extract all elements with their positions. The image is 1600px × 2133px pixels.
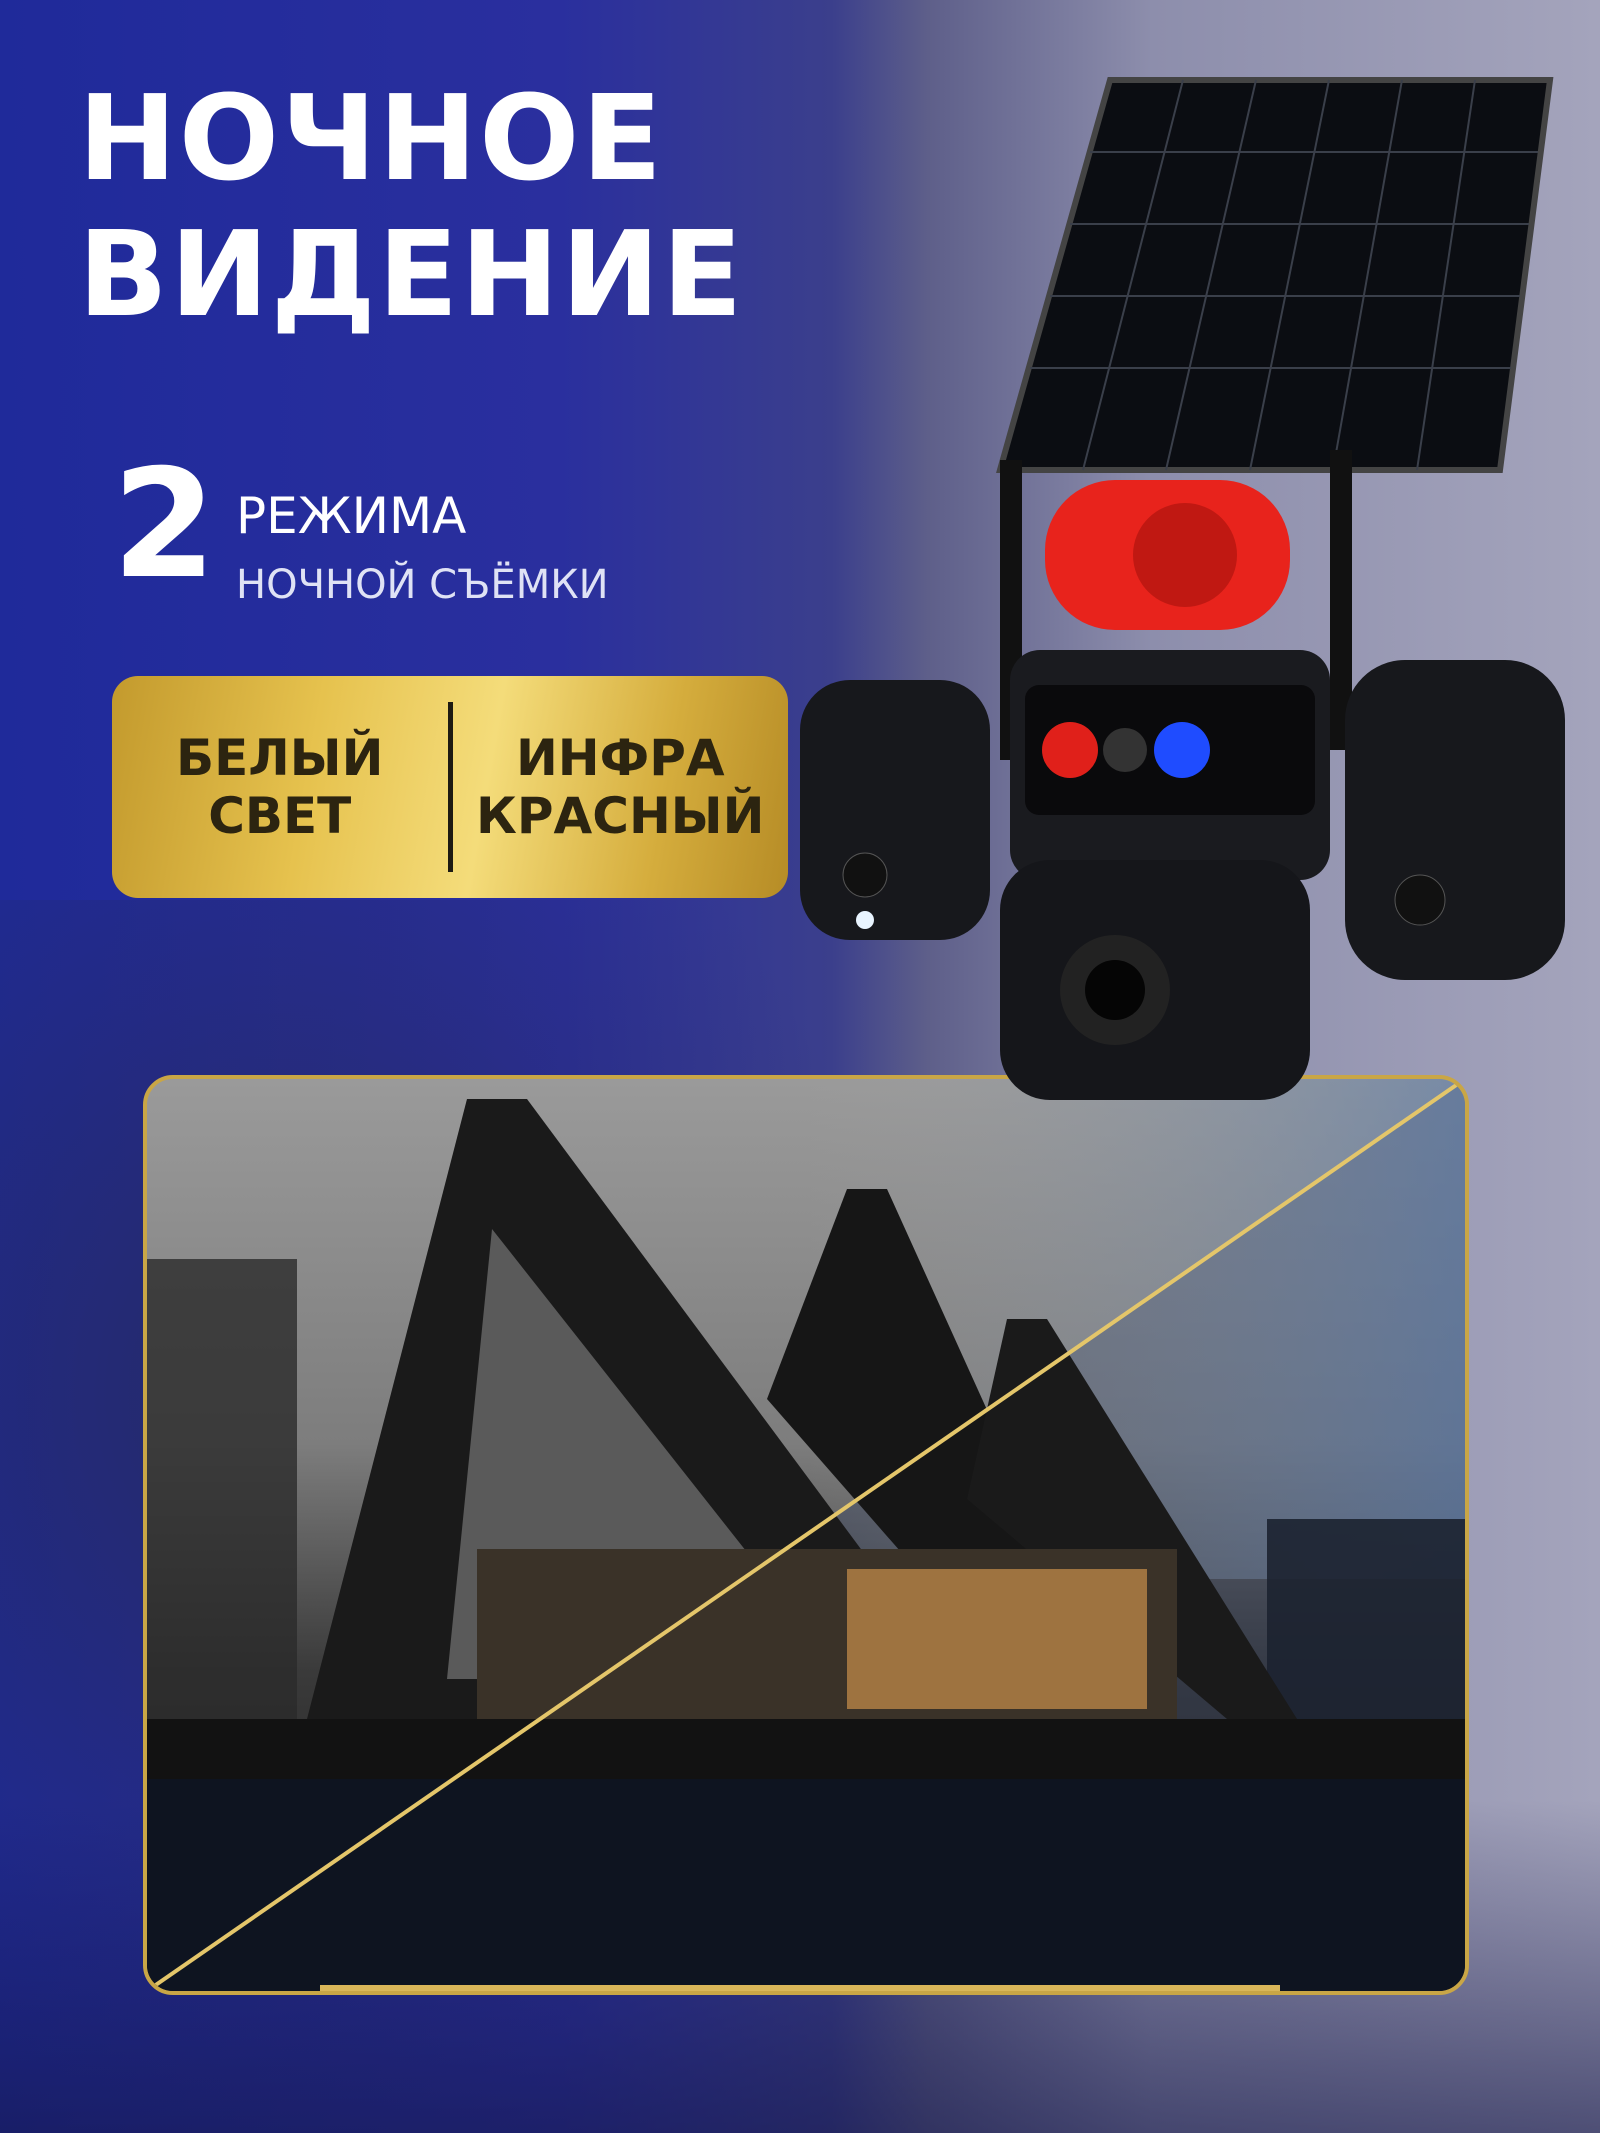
house-photo	[143, 1075, 1469, 1995]
ptz-camera-icon	[800, 650, 1565, 1100]
pool	[147, 1779, 1465, 1991]
house-illustration	[147, 1079, 1465, 1991]
solar-camera-product	[800, 60, 1600, 1140]
modes-label: РЕЖИМА	[236, 487, 467, 545]
gold-underline	[320, 1985, 1280, 1991]
modes-count: 2	[112, 438, 217, 612]
solar-panel-icon	[1000, 80, 1550, 470]
mode-ir-line2: КРАСНЫЙ	[476, 787, 765, 845]
modes-sublabel: НОЧНОЙ СЪЁМКИ	[236, 562, 609, 608]
mode-white-light	[112, 729, 448, 845]
headline	[78, 70, 745, 342]
mode-ir-line1: ИНФРА	[515, 729, 725, 787]
headline-line1: НОЧНОЕ	[78, 69, 665, 207]
modes-badge	[112, 676, 788, 898]
headline-line2: ВИДЕНИЕ	[78, 205, 745, 343]
lit-interior	[847, 1569, 1147, 1709]
mode-white-line2: СВЕТ	[208, 787, 352, 845]
terrace	[147, 1719, 1465, 1779]
siren-speaker-icon	[1045, 480, 1290, 630]
mode-infrared	[453, 729, 789, 845]
mode-white-line1: БЕЛЫЙ	[176, 729, 384, 787]
